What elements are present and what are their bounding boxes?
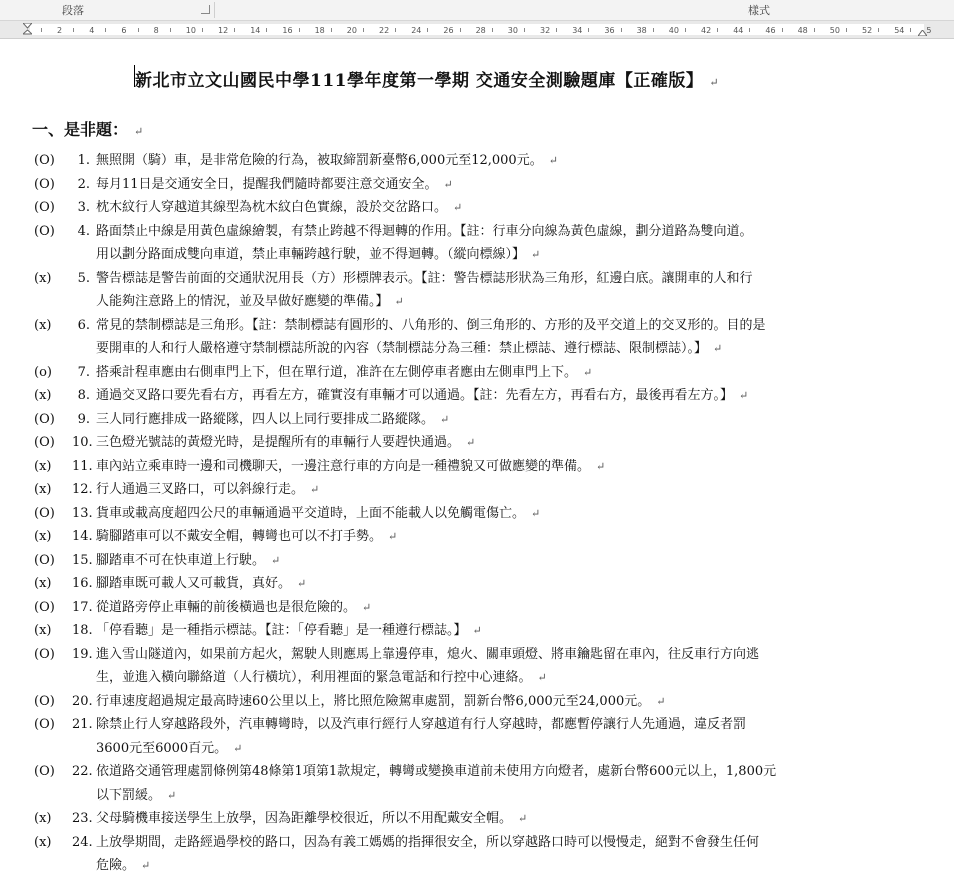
ruler-minor-tick (395, 28, 396, 32)
ruler-minor-tick (234, 28, 235, 32)
question-number: 18. (72, 623, 93, 638)
question-text (96, 220, 753, 244)
question-line-text: 腳踏車既可載人又可載貨，真好。 (96, 576, 292, 591)
paragraph-mark: ↵ (531, 248, 541, 261)
question-text (96, 619, 482, 643)
ruler-minor-tick (749, 28, 750, 32)
question-item (0, 549, 954, 573)
question-number: 10. (72, 435, 93, 450)
horizontal-ruler[interactable] (0, 21, 954, 39)
paragraph-dialog-launcher-icon[interactable] (201, 5, 210, 14)
question-text (96, 196, 462, 220)
question-text (96, 431, 475, 455)
question-text (96, 361, 592, 385)
paragraph-mark: ↵ (271, 553, 281, 567)
question-text (96, 643, 759, 667)
question-item (0, 643, 954, 690)
ruler-minor-tick (41, 28, 42, 32)
ruler-minor-tick (621, 28, 622, 32)
question-line-text: 上放學期間，走路經過學校的路口，因為有義工媽媽的指揮很安全，所以穿越路口時可以慢慢走，絕對不會發生任何 (96, 834, 760, 850)
paragraph-group-label: 段落 (62, 4, 84, 17)
question-line-text: 通過交叉路口要先看右方，再看左方，確實沒有車輛才可以通過。【註：先看左方，再看右方，最後再看左方。】 (96, 388, 734, 403)
right-indent-marker-icon[interactable] (918, 30, 927, 36)
question-line-text: 行人通過三叉路口，可以斜線行走。 (96, 482, 305, 497)
ruler-minor-tick (588, 28, 589, 32)
answer-mark: (x) (34, 529, 52, 544)
paragraph-mark: ↵ (531, 506, 541, 520)
ruler-tick-label: 36 (604, 26, 615, 35)
paragraph-mark: ↵ (548, 154, 558, 167)
question-number: 22. (72, 764, 93, 779)
question-item (0, 760, 954, 807)
question-number: 17. (72, 599, 93, 615)
paragraph-mark: ↵ (362, 600, 372, 614)
ribbon-separator (214, 2, 215, 18)
ruler-minor-tick (524, 28, 525, 32)
answer-mark: (O) (34, 764, 55, 779)
question-number: 6. (77, 317, 90, 333)
question-line-text: 騎腳踏車可以不戴安全帽，轉彎也可以不打手勢。 (96, 529, 383, 544)
question-line-text: 枕木紋行人穿越道其線型為枕木紋白色實線，設於交岔路口。 (96, 200, 448, 215)
ruler-minor-tick (299, 28, 300, 32)
question-number: 20. (72, 693, 93, 709)
ruler-minor-tick (202, 28, 203, 32)
question-line-text: 除禁止行人穿越路段外，汽車轉彎時，以及汽車行經行人穿越道有行人穿越時，都應暫停讓行人先通過，違反者罰 (96, 717, 747, 732)
ruler-tick-label: 5 (926, 26, 932, 35)
question-text (96, 267, 753, 291)
answer-mark: (O) (34, 435, 55, 450)
question-number: 11. (72, 458, 93, 474)
answer-mark: (O) (34, 693, 55, 709)
question-item (0, 502, 954, 526)
paragraph-mark: ↵ (297, 577, 307, 590)
answer-mark: (O) (34, 411, 55, 427)
question-text (96, 596, 371, 620)
paragraph-mark: ↵ (388, 530, 398, 543)
paragraph-mark: ↵ (141, 859, 151, 872)
question-item (0, 478, 954, 502)
document-page[interactable] (0, 40, 954, 881)
ruler-minor-tick (170, 28, 171, 32)
answer-mark: (x) (34, 270, 52, 286)
answer-mark: (x) (34, 576, 52, 591)
answer-mark: (o) (34, 364, 52, 380)
question-text (96, 314, 766, 338)
paragraph-mark: ↵ (713, 342, 723, 355)
paragraph-mark: ↵ (466, 436, 476, 449)
ruler-minor-tick (331, 28, 332, 32)
question-number: 3. (77, 200, 90, 215)
question-line-text: 貨車或載高度超四公尺的車輛通過平交道時，上面不能載人以免觸電傷亡。 (96, 505, 526, 521)
ruler-tick-label: 28 (475, 26, 486, 35)
styles-group-label: 樣式 (748, 4, 770, 17)
answer-mark: (O) (34, 223, 55, 239)
question-number: 9. (77, 411, 90, 427)
question-number: 13. (72, 505, 93, 521)
question-text (96, 549, 280, 573)
ruler-tick-label: 10 (185, 26, 196, 35)
answer-mark: (x) (34, 317, 52, 333)
ruler-tick-label: 16 (282, 26, 293, 35)
question-line-text: 危險。 (96, 858, 136, 873)
paragraph-mark: ↵ (167, 788, 177, 802)
ruler-tick-label: 24 (411, 26, 422, 35)
ruler-tick-label: 22 (379, 26, 390, 35)
question-line-text: 「停看聽」是一種指示標誌。【註：「停看聽」是一種遵行標誌。】 (96, 623, 467, 638)
paragraph-mark: ↵ (709, 76, 720, 89)
question-number: 24. (72, 834, 93, 850)
question-text (96, 690, 665, 714)
document-title: 新北市立文山國民中學111學年度第一學期 交通安全測驗題庫【正確版】 ↵ (135, 71, 720, 91)
question-item (0, 807, 954, 831)
question-line-text: 路面禁止中線是用黃色虛線繪製，有禁止跨越不得迴轉的作用。【註：行車分向線為黃色虛線，劃分道路為雙向道。 (96, 223, 753, 239)
ruler-tick-label: 52 (862, 26, 873, 35)
ruler-tick-label: 30 (507, 26, 518, 35)
paragraph-mark: ↵ (596, 459, 606, 473)
question-line-text: 依道路交通管理處罰條例第48條第1項第1款規定，轉彎或變換車道前未使用方向燈者，處新台幣600元以上，1,800元 (96, 764, 777, 779)
answer-mark: (O) (34, 552, 55, 568)
ruler-tick-label: 12 (218, 26, 229, 35)
question-item (0, 384, 954, 408)
ruler-minor-tick (266, 28, 267, 32)
question-number: 12. (72, 482, 93, 497)
question-number: 8. (77, 388, 90, 403)
question-text-continued (96, 737, 242, 761)
question-line-text: 腳踏車不可在快車道上行駛。 (96, 552, 266, 568)
question-line-text: 從道路旁停止車輛的前後橫過也是很危險的。 (96, 599, 357, 615)
question-number: 5. (77, 270, 90, 286)
question-line-text: 要開車的人和行人嚴格遵守禁制標誌所說的內容（禁制標誌分為三種：禁止標誌、遵行標誌、限制標誌）。】 (96, 341, 708, 356)
paragraph-mark: ↵ (233, 741, 243, 755)
answer-mark: (O) (34, 200, 55, 215)
answer-mark: (x) (34, 458, 52, 474)
ruler-tick-label: 34 (572, 26, 583, 35)
ruler-tick-label: 46 (765, 26, 776, 35)
question-number: 15. (72, 552, 93, 568)
ruler-tick-label: 32 (540, 26, 551, 35)
question-line-text: 警告標誌是警告前面的交通狀況用長（方）形標牌表示。【註：警告標誌形狀為三角形，紅邊白底。讓開車的人和行 (96, 270, 753, 286)
question-number: 16. (72, 576, 93, 591)
ruler-minor-tick (846, 28, 847, 32)
question-line-text: 常見的禁制標誌是三角形。【註：禁制標誌有圓形的、八角形的、倒三角形的、方形的及平交道上的交叉形的。目的是 (96, 317, 766, 333)
question-number: 23. (72, 811, 93, 826)
question-number: 21. (72, 717, 93, 732)
question-number: 2. (77, 176, 90, 192)
answer-mark: (O) (34, 176, 55, 192)
question-item (0, 173, 954, 197)
paragraph-mark: ↵ (310, 483, 320, 496)
ruler-minor-tick (717, 28, 718, 32)
question-line-text: 進入雪山隧道內，如果前方起火，駕駛人則應馬上靠邊停車，熄火、關車頭燈、將車鑰匙留在車內，往反車行方向逃 (96, 646, 760, 662)
ruler-minor-tick (910, 28, 911, 32)
question-text (96, 478, 319, 502)
indent-marker-icon[interactable] (23, 23, 32, 36)
ruler-minor-tick (782, 28, 783, 32)
question-item (0, 361, 954, 385)
paragraph-mark: ↵ (739, 389, 749, 402)
ruler-tick-label: 50 (829, 26, 840, 35)
question-text (96, 760, 776, 784)
question-line-text: 無照開（騎）車，是非常危險的行為，被取締罰新臺幣6,000元至12,000元。 (96, 153, 543, 168)
question-text (96, 408, 449, 432)
question-item (0, 267, 954, 314)
question-line-text: 三人同行應排成一路縱隊，四人以上同行要排成二路縱隊。 (96, 411, 435, 427)
ruler-minor-tick (492, 28, 493, 32)
question-item (0, 572, 954, 596)
question-number: 1. (77, 153, 90, 168)
paragraph-mark: ↵ (134, 125, 144, 138)
question-item (0, 220, 954, 267)
question-text (96, 173, 453, 197)
ruler-minor-tick (878, 28, 879, 32)
paragraph-mark: ↵ (583, 365, 593, 379)
question-item (0, 619, 954, 643)
ruler-minor-tick (363, 28, 364, 32)
answer-mark: (x) (34, 811, 52, 826)
paragraph-mark: ↵ (443, 177, 453, 191)
paragraph-mark: ↵ (518, 812, 528, 825)
answer-mark: (O) (34, 717, 55, 732)
answer-mark: (O) (34, 646, 55, 662)
answer-mark: (O) (34, 153, 55, 168)
question-text (96, 807, 527, 831)
question-line-text: 三色燈光號誌的黃燈光時，是提醒所有的車輛行人要趕快通過。 (96, 435, 461, 450)
paragraph-mark: ↵ (537, 671, 547, 684)
answer-mark: (x) (34, 834, 52, 850)
question-line-text: 行車速度超過規定最高時速60公里以上，將比照危險駕車處罰，罰新台幣6,000元至24,000元。 (96, 693, 651, 709)
question-item (0, 713, 954, 760)
ruler-tick-label: 18 (314, 26, 325, 35)
ruler-tick-label: 4 (89, 26, 95, 35)
question-item (0, 525, 954, 549)
question-number: 19. (72, 646, 93, 662)
answer-mark: (O) (34, 505, 55, 521)
paragraph-mark: ↵ (656, 694, 666, 708)
ruler-tick-label: 20 (346, 26, 357, 35)
question-line-text: 每月11日是交通安全日，提醒我們隨時都要注意交通安全。 (96, 176, 438, 192)
question-item (0, 149, 954, 173)
ruler-minor-tick (138, 28, 139, 32)
ruler-tick-label: 48 (797, 26, 808, 35)
question-text-continued (96, 854, 150, 878)
paragraph-mark: ↵ (453, 201, 463, 214)
ruler-tick-label: 26 (443, 26, 454, 35)
answer-mark: (x) (34, 388, 52, 403)
question-item (0, 831, 954, 878)
ruler-tick-label: 2 (57, 26, 63, 35)
ruler-tick-label: 40 (668, 26, 679, 35)
question-line-text: 3600元至6000百元。 (96, 740, 228, 756)
answer-mark: (O) (34, 599, 55, 615)
question-item (0, 596, 954, 620)
question-text-continued (96, 243, 540, 267)
question-text (96, 713, 746, 737)
ruler-tick-label: 8 (153, 26, 159, 35)
question-text-continued (96, 666, 547, 690)
question-text-continued (96, 337, 722, 361)
ruler-minor-tick (427, 28, 428, 32)
question-text (96, 149, 558, 173)
question-line-text: 父母騎機車接送學生上放學，因為距離學校很近，所以不用配戴安全帽。 (96, 811, 513, 826)
question-text-continued (96, 784, 176, 808)
question-number: 14. (72, 529, 93, 544)
paragraph-mark: ↵ (394, 295, 404, 308)
ruler-minor-tick (460, 28, 461, 32)
question-line-text: 搭乘計程車應由右側車門上下，但在單行道，准許在左側停車者應由左側車門上下。 (96, 364, 578, 380)
ruler-minor-tick (556, 28, 557, 32)
question-item (0, 314, 954, 361)
paragraph-mark: ↵ (440, 412, 450, 426)
question-text (96, 572, 306, 596)
question-item (0, 455, 954, 479)
ruler-tick-label: 54 (894, 26, 905, 35)
ribbon-bar (0, 0, 954, 21)
ruler-minor-tick (73, 28, 74, 32)
question-line-text: 用以劃分路面成雙向車道，禁止車輛跨越行駛，並不得迴轉。（縱向標線）】 (96, 247, 526, 262)
ruler-minor-tick (685, 28, 686, 32)
question-line-text: 人能夠注意路上的情況，並及早做好應變的準備。】 (96, 294, 389, 309)
question-item (0, 408, 954, 432)
ruler-minor-tick (653, 28, 654, 32)
question-text (96, 525, 397, 549)
question-line-text: 生，並進入橫向聯絡道（人行橫坑），利用裡面的緊急電話和行控中心連絡。 (96, 670, 532, 685)
question-item (0, 690, 954, 714)
ruler-tick-label: 14 (250, 26, 261, 35)
answer-mark: (x) (34, 623, 52, 638)
question-text (96, 455, 605, 479)
question-text-continued (96, 290, 404, 314)
ruler-tick-label: 38 (636, 26, 647, 35)
paragraph-mark: ↵ (472, 624, 482, 637)
ruler-tick-label: 42 (701, 26, 712, 35)
question-line-text: 車內站立乘車時一邊和司機聊天，一邊注意行車的方向是一種禮貌又可做應變的準備。 (96, 458, 591, 474)
ruler-tick-label: 6 (121, 26, 127, 35)
question-text (96, 502, 540, 526)
ruler-minor-tick (814, 28, 815, 32)
section-heading: 一、是非題： ↵ (32, 120, 144, 139)
question-text (96, 384, 748, 408)
question-number: 7. (77, 364, 90, 380)
answer-mark: (x) (34, 482, 52, 497)
ruler-tick-label: 44 (733, 26, 744, 35)
question-item (0, 196, 954, 220)
question-item (0, 431, 954, 455)
question-line-text: 以下罰緩。 (96, 787, 162, 803)
ruler-minor-tick (105, 28, 106, 32)
question-text (96, 831, 759, 855)
question-number: 4. (77, 223, 90, 239)
